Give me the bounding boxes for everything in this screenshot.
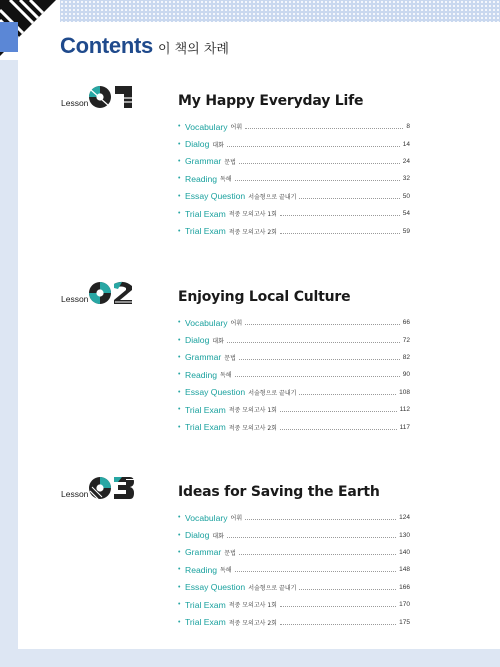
toc-entry-essay-question[interactable] xyxy=(178,579,410,596)
bullet-icon: • xyxy=(178,601,181,609)
toc-entry-korean: 적중 모의고사 1회 xyxy=(228,407,277,415)
bullet-icon: • xyxy=(178,140,181,148)
toc-entry-korean: 문법 xyxy=(224,549,236,557)
toc-entry-korean: 적중 모의고사 1회 xyxy=(228,602,277,610)
toc-entry-korean: 문법 xyxy=(224,354,236,362)
toc-entry-label: Trial Exam xyxy=(185,617,226,628)
dot-leader xyxy=(239,359,400,360)
lesson-toc-list xyxy=(178,509,410,631)
dot-leader xyxy=(280,429,397,430)
dot-leader xyxy=(280,411,397,412)
toc-entry-korean: 독해 xyxy=(220,567,232,575)
toc-page-number: 59 xyxy=(402,227,410,235)
toc-entry-trial-exam-1[interactable] xyxy=(178,596,410,613)
bullet-icon: • xyxy=(178,548,181,556)
toc-entry-korean: 서술형으로 끝내기 xyxy=(248,193,297,201)
bullet-icon: • xyxy=(178,514,181,522)
lesson-number-badge-03 xyxy=(88,475,136,501)
toc-entry-korean: 서술형으로 끝내기 xyxy=(248,389,297,397)
toc-page-number: 148 xyxy=(399,566,410,574)
dot-leader xyxy=(245,128,403,129)
bullet-icon: • xyxy=(178,210,181,218)
toc-entry-label: Trial Exam xyxy=(185,226,226,237)
toc-entry-trial-exam-1[interactable] xyxy=(178,401,410,418)
toc-entry-korean: 어휘 xyxy=(230,515,243,523)
toc-page-number: 166 xyxy=(399,583,410,591)
bullet-icon: • xyxy=(178,175,181,183)
toc-entry-trial-exam-1[interactable] xyxy=(178,205,410,222)
toc-entry-label: Vocabulary xyxy=(185,512,228,523)
toc-entry-label: Dialog xyxy=(185,139,210,150)
toc-page-number: 108 xyxy=(399,388,410,396)
toc-entry-korean: 적중 모의고사 2회 xyxy=(228,424,277,432)
lesson-label: Lesson xyxy=(61,294,89,304)
toc-page-number: 54 xyxy=(402,210,410,218)
toc-page-number: 124 xyxy=(399,514,410,522)
toc-page-number: 170 xyxy=(399,601,410,609)
bullet-icon: • xyxy=(178,583,181,591)
bullet-icon: • xyxy=(178,618,181,626)
lesson-title: Enjoying Local Culture xyxy=(178,289,351,305)
toc-entry-essay-question[interactable] xyxy=(178,384,410,401)
dot-leader xyxy=(227,146,400,147)
toc-page-number: 175 xyxy=(399,618,410,626)
bullet-icon: • xyxy=(178,566,181,574)
dot-leader xyxy=(299,394,396,395)
toc-page-number: 82 xyxy=(402,353,410,361)
toc-entry-label: Grammar xyxy=(185,547,222,558)
toc-entry-label: Reading xyxy=(185,369,218,380)
toc-entry-label: Essay Question xyxy=(185,387,246,398)
toc-entry-reading[interactable] xyxy=(178,170,410,187)
toc-entry-korean: 독해 xyxy=(220,176,232,184)
bullet-icon: • xyxy=(178,423,181,431)
corner-blue-edge xyxy=(0,22,18,52)
toc-page-number: 66 xyxy=(402,319,410,327)
dot-leader xyxy=(280,233,400,234)
lesson-title: My Happy Everyday Life xyxy=(178,93,364,109)
toc-entry-label: Trial Exam xyxy=(185,422,226,433)
bullet-icon: • xyxy=(178,123,181,131)
lesson-label: Lesson xyxy=(61,98,89,108)
toc-entry-label: Grammar xyxy=(185,352,222,363)
toc-entry-vocabulary[interactable] xyxy=(178,118,410,135)
contents-subheading: 이 책의 차례 xyxy=(157,42,229,57)
toc-entry-trial-exam-2[interactable] xyxy=(178,222,410,239)
lesson-title: Ideas for Saving the Earth xyxy=(178,484,380,500)
bullet-icon: • xyxy=(178,157,181,165)
toc-entry-label: Vocabulary xyxy=(185,317,228,328)
lesson-label: Lesson xyxy=(61,489,89,499)
toc-entry-reading[interactable] xyxy=(178,561,410,578)
dotted-header-band xyxy=(0,0,500,22)
toc-entry-essay-question[interactable] xyxy=(178,188,410,205)
toc-entry-korean: 어휘 xyxy=(230,124,243,132)
toc-entry-label: Grammar xyxy=(185,156,222,167)
toc-entry-dialog[interactable] xyxy=(178,331,410,348)
toc-entry-korean: 대화 xyxy=(212,141,224,149)
dot-leader xyxy=(280,215,400,216)
toc-page-number: 140 xyxy=(399,548,410,556)
toc-page-number: 117 xyxy=(399,423,410,431)
toc-entry-grammar[interactable] xyxy=(178,153,410,170)
dot-leader xyxy=(299,198,399,199)
toc-page-number: 90 xyxy=(402,371,410,379)
toc-entry-korean: 대화 xyxy=(212,532,224,540)
dot-leader xyxy=(280,606,396,607)
toc-page-number: 130 xyxy=(399,531,410,539)
dot-leader xyxy=(299,589,396,590)
toc-entry-label: Trial Exam xyxy=(185,208,226,219)
dot-leader xyxy=(227,537,396,538)
toc-entry-reading[interactable] xyxy=(178,366,410,383)
lesson-number-badge-02 xyxy=(88,280,136,306)
toc-entry-label: Trial Exam xyxy=(185,599,226,610)
bullet-icon: • xyxy=(178,371,181,379)
toc-page-number: 8 xyxy=(406,123,410,131)
bullet-icon: • xyxy=(178,336,181,344)
bullet-icon: • xyxy=(178,319,181,327)
bullet-icon: • xyxy=(178,406,181,414)
dot-leader xyxy=(235,571,397,572)
dot-leader xyxy=(235,180,400,181)
lesson-toc-list xyxy=(178,118,410,240)
lesson-toc-list xyxy=(178,314,410,436)
toc-entry-korean: 어휘 xyxy=(230,320,243,328)
toc-entry-trial-exam-2[interactable] xyxy=(178,613,410,630)
bullet-icon: • xyxy=(178,192,181,200)
toc-entry-dialog[interactable] xyxy=(178,526,410,543)
toc-page-number: 112 xyxy=(399,406,410,414)
dot-leader xyxy=(227,342,400,343)
toc-entry-korean: 서술형으로 끝내기 xyxy=(248,584,297,592)
dot-leader xyxy=(280,624,396,625)
toc-entry-label: Vocabulary xyxy=(185,121,228,132)
contents-heading: Contents xyxy=(60,33,153,58)
toc-page-number: 14 xyxy=(402,140,410,148)
toc-entry-label: Dialog xyxy=(185,530,210,541)
toc-page-number: 32 xyxy=(402,175,410,183)
toc-entry-korean: 적중 모의고사 1회 xyxy=(228,211,277,219)
toc-entry-korean: 적중 모의고사 2회 xyxy=(228,228,277,236)
toc-page-number: 72 xyxy=(402,336,410,344)
page-title xyxy=(60,33,229,59)
toc-entry-vocabulary[interactable] xyxy=(178,509,410,526)
toc-entry-korean: 대화 xyxy=(212,337,224,345)
dot-leader xyxy=(245,519,396,520)
dot-leader xyxy=(245,324,400,325)
toc-entry-label: Dialog xyxy=(185,335,210,346)
lesson-number-badge-01 xyxy=(88,84,136,110)
bullet-icon: • xyxy=(178,353,181,361)
bullet-icon: • xyxy=(178,531,181,539)
toc-page-number: 50 xyxy=(402,192,410,200)
toc-entry-label: Essay Question xyxy=(185,582,246,593)
toc-entry-label: Trial Exam xyxy=(185,404,226,415)
toc-entry-label: Reading xyxy=(185,173,218,184)
dot-leader xyxy=(239,163,400,164)
dot-leader xyxy=(239,554,396,555)
toc-entry-grammar[interactable] xyxy=(178,349,410,366)
dot-leader xyxy=(235,376,400,377)
toc-entry-label: Reading xyxy=(185,564,218,575)
toc-entry-dialog[interactable] xyxy=(178,135,410,152)
toc-entry-grammar[interactable] xyxy=(178,544,410,561)
toc-entry-label: Essay Question xyxy=(185,191,246,202)
toc-page-number: 24 xyxy=(402,157,410,165)
toc-entry-korean: 독해 xyxy=(220,372,232,380)
toc-entry-korean: 문법 xyxy=(224,158,236,166)
toc-entry-vocabulary[interactable] xyxy=(178,314,410,331)
toc-entry-trial-exam-2[interactable] xyxy=(178,418,410,435)
toc-entry-korean: 적중 모의고사 2회 xyxy=(228,619,277,627)
bullet-icon: • xyxy=(178,388,181,396)
bullet-icon: • xyxy=(178,227,181,235)
